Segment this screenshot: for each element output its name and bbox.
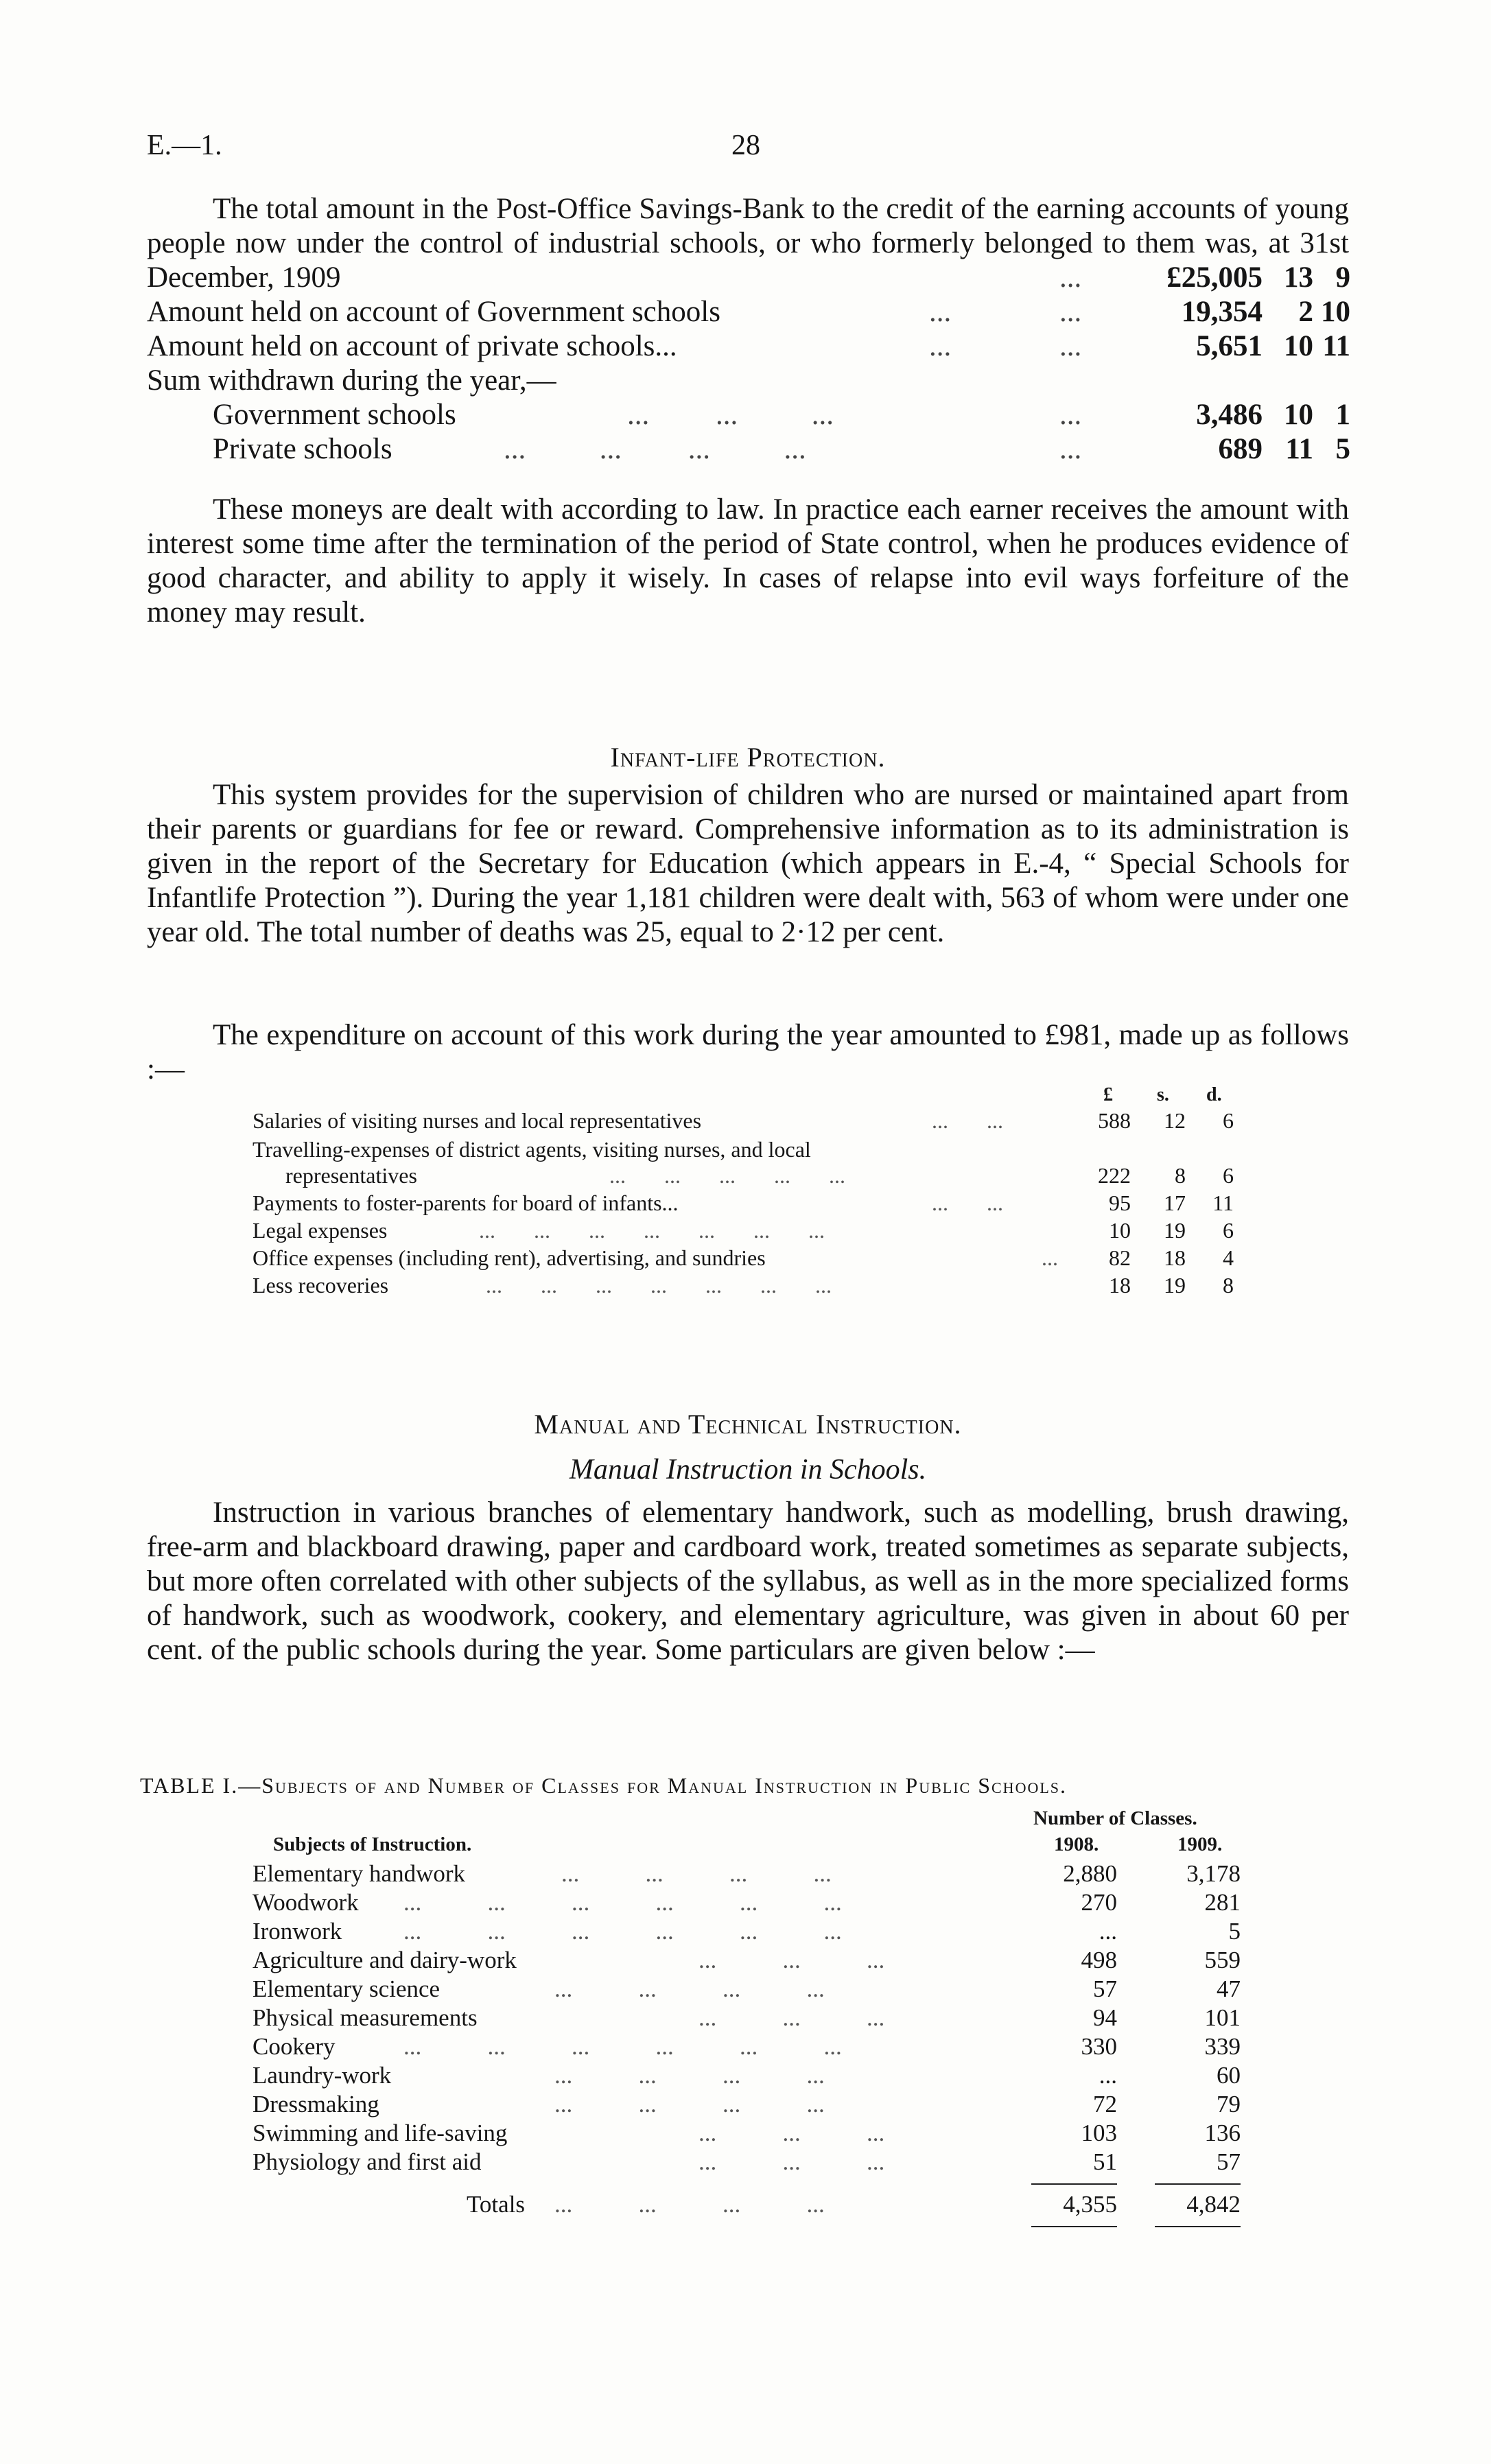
table-row: Laundry-work ... ... ... ... ... 60 [253, 2062, 1241, 2089]
table-row: Cookery ... ... ... ... ... ... 330 339 [253, 2033, 1241, 2060]
expense-row: Office expenses (including rent), advertising, and sundries ... 82 18 4 [253, 1245, 1234, 1270]
divider [1031, 2183, 1117, 2185]
manual-subheading: Manual Instruction in Schools. [569, 1454, 927, 1486]
year-1909-header: 1909. [1177, 1833, 1223, 1855]
table-row: Agriculture and dairy-work ... ... ... 498 559 [253, 1947, 1241, 1973]
table-row: Physiology and first aid ... ... ... 51 57 [253, 2148, 1241, 2175]
divider [1031, 2226, 1117, 2227]
savings-paragraph: These moneys are dealt with according to law. In practice each earner receives the amount with interest some time after the termination of the period of State control, when he produces evidence of good character, and ability to apply it wisely. In cases of relapse into evil ways forfeiture of the money may result. [147, 493, 1349, 629]
table-row: Elementary handwork ... ... ... ... 2,880 3,178 [253, 1860, 1241, 1887]
table-row: Elementary science ... ... ... ... 57 47 [253, 1975, 1241, 2002]
totals-row: Totals ... ... ... ... 4,355 4,842 [467, 2191, 1241, 2218]
ledger-label: Government schools [213, 399, 456, 431]
amount-shillings: 13 [1284, 261, 1313, 294]
col-head-shillings: s. [1157, 1084, 1169, 1105]
ledger-row: Amount held on account of Government schools ... ... 19,354 2 10 [147, 296, 1350, 328]
ledger-row: ... £25,005 13 9 [1059, 261, 1350, 294]
ledger-label: Private schools [213, 433, 392, 465]
ledger-label: Amount held on account of private schools... [147, 330, 677, 362]
ledger-label: Amount held on account of Government schools [147, 296, 720, 328]
col-head-pounds: £ [1103, 1084, 1113, 1105]
table-row: Swimming and life-saving ... ... ... 103 136 [253, 2120, 1241, 2146]
savings-intro: The total amount in the Post-Office Savings-Bank to the credit of the earning accounts of young people now under the control of industrial schools, or who formerly belonged to them was, at 31st December, 1909 [147, 193, 1349, 294]
table-row: Physical measurements ... ... ... 94 101 [253, 2004, 1241, 2031]
table-row: Ironwork ... ... ... ... ... ... ... 5 [253, 1918, 1241, 1945]
expense-row: Legal expenses ... ... ... ... ... ... ... 10 19 6 [253, 1218, 1234, 1243]
expense-row: representatives ... ... ... ... ... 222 8 6 [285, 1163, 1234, 1188]
divider [1155, 2183, 1241, 2185]
expenditure-paragraph: The expenditure on account of this work during the year amounted to £981, made up as follows :— [147, 1019, 1349, 1086]
manual-paragraph: Instruction in various branches of elementary handwork, such as modelling, brush drawing, free-arm and blackboard drawing, paper and cardboard work, treated sometimes as separate subjects, but more often correlated with other subjects of the syllabus, as well as in the more specialized forms of handwork, such as woodwork, cookery, and elementary agriculture, was given in about 60 per cent. of the public schools during the year. Some particulars are given below :— [147, 1497, 1349, 1666]
subject-header: Subjects of Instruction. [273, 1833, 472, 1855]
ledger-row: Private schools ... ... ... ... ... 689 11 5 [213, 433, 1350, 465]
amount-pence: 9 [1335, 261, 1350, 294]
ledger-row [147, 364, 1349, 398]
table-row: Woodwork ... ... ... ... ... ... 270 281 [253, 1889, 1241, 1916]
expense-row: Salaries of visiting nurses and local representatives ... ... 588 12 6 [253, 1108, 1234, 1133]
table-row: Dressmaking ... ... ... ... 72 79 [253, 2091, 1241, 2117]
page-number: 28 [731, 130, 760, 161]
document-reference: E.—1. [147, 130, 222, 161]
manual-heading: Manual and Technical Instruction. [534, 1409, 962, 1440]
year-1908-header: 1908. [1054, 1833, 1099, 1855]
infant-heading: Infant-life Protection. [610, 742, 886, 773]
totals-label: Totals [467, 2191, 526, 2218]
page-header [147, 129, 1354, 163]
ledger-row: Amount held on account of private schools... ... ... 5,651 10 11 [147, 330, 1350, 362]
amount-pounds: £25,005 [1166, 261, 1263, 294]
total-1908: 4,355 [1063, 2191, 1117, 2218]
expense-row: Less recoveries ... ... ... ... ... ... ... 18 19 8 [253, 1273, 1234, 1298]
total-1909: 4,842 [1186, 2191, 1241, 2218]
table-caption: TABLE I.—Subjects of and Number of Classes for Manual Instruction in Public Schools. [140, 1773, 1068, 1798]
infant-paragraph: This system provides for the supervision of children who are nursed or maintained apart from their parents or guardians for fee or reward. Comprehensive information as to its administration is given in the report of the Secretary for Education (which appears in E.-4, “ Special Schools for Infantlife Protection ”). During the year 1,181 children were dealt with, 563 of whom were under one year old. The total number of deaths was 25, equal to 2·12 per cent. [147, 779, 1349, 948]
group-header: Number of Classes. [1033, 1807, 1197, 1829]
col-head-pence: d. [1206, 1084, 1222, 1105]
divider [1155, 2226, 1241, 2227]
expense-row: Payments to foster-parents for board of infants... ... ... 95 17 11 [253, 1190, 1234, 1215]
ledger-row: Government schools ... ... ... ... 3,486 10 1 [213, 399, 1350, 431]
expense-row: Travelling-expenses of district agents, visiting nurses, and local [253, 1137, 811, 1162]
ledger-label: Sum withdrawn during the year,— [147, 364, 556, 397]
